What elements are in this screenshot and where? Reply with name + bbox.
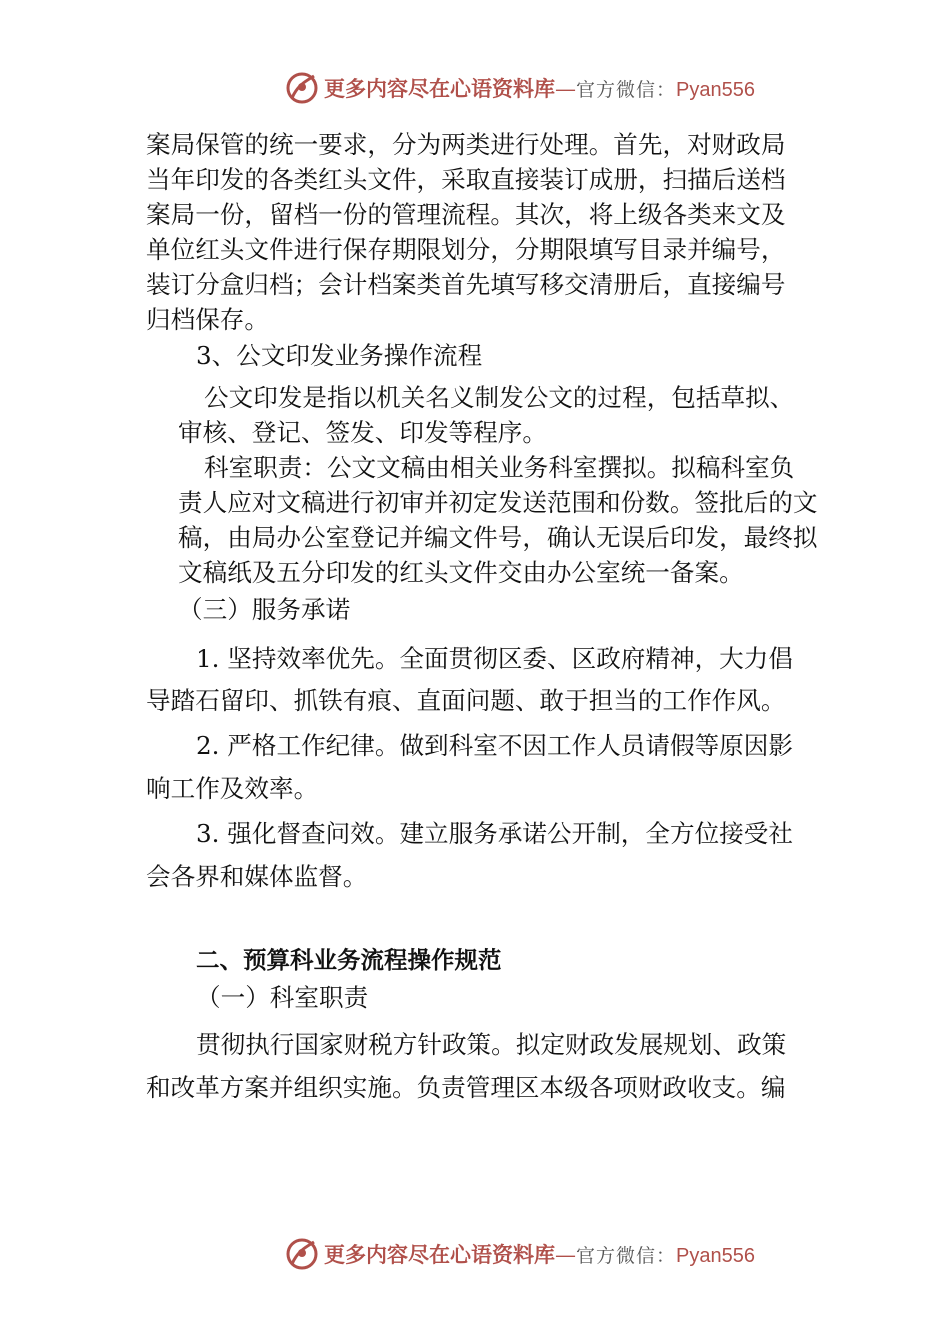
text-line: 案局一份，留档一份的管理流程。其次，将上级各类来文及 xyxy=(146,200,786,229)
text-line: 2. 严格工作纪律。做到科室不因工作人员请假等原因影 xyxy=(196,731,793,760)
brand-logo-icon xyxy=(284,1236,320,1272)
text-line: 会各界和媒体监督。 xyxy=(146,862,368,891)
text-line: 公文印发是指以机关名义制发公文的过程，包括草拟、 xyxy=(204,383,795,412)
text-line: 当年印发的各类红头文件，采取直接装订成册，扫描后送档 xyxy=(146,165,786,194)
watermark-text xyxy=(324,74,755,104)
text-line: 和改革方案并组织实施。负责管理区本级各项财政收支。编 xyxy=(146,1073,786,1102)
text-line: 响工作及效率。 xyxy=(146,774,319,803)
text-line: 贯彻执行国家财税方针政策。拟定财政发展规划、政策 xyxy=(196,1030,787,1059)
watermark-id: Pyan556 xyxy=(676,1245,755,1267)
text-line: 文稿纸及五分印发的红头文件交由办公室统一备案。 xyxy=(178,558,744,587)
text-line: 审核、登记、签发、印发等程序。 xyxy=(178,418,547,447)
text-line: 案局保管的统一要求，分为两类进行处理。首先，对财政局 xyxy=(146,130,786,159)
watermark-dash: — xyxy=(555,1243,576,1267)
watermark-sub: 官方微信： xyxy=(576,79,677,101)
section-heading: 3、公文印发业务操作流程 xyxy=(196,341,483,370)
text-line: 导踏石留印、抓铁有痕、直面问题、敢于担当的工作作风。 xyxy=(146,686,786,715)
text-line: 装订分盒归档；会计档案类首先填写移交清册后，直接编号 xyxy=(146,270,786,299)
text-line: 稿，由局办公室登记并编文件号，确认无误后印发，最终拟 xyxy=(178,523,818,552)
text-line: 归档保存。 xyxy=(146,305,269,334)
watermark-text xyxy=(324,1240,755,1270)
section-heading: （三）服务承诺 xyxy=(178,595,351,624)
header-watermark xyxy=(0,66,950,112)
text-line: 单位红头文件进行保存期限划分，分期限填写目录并编号， xyxy=(146,235,786,264)
section-heading: （一）科室职责 xyxy=(196,983,369,1012)
chapter-heading: 二、预算科业务流程操作规范 xyxy=(196,946,502,974)
text-line: 科室职责：公文文稿由相关业务科室撰拟。拟稿科室负 xyxy=(204,453,795,482)
text-line: 1. 坚持效率优先。全面贯彻区委、区政府精神，大力倡 xyxy=(196,644,793,673)
footer-watermark xyxy=(0,1232,950,1278)
text-line: 责人应对文稿进行初审并初定发送范围和份数。签批后的文 xyxy=(178,488,818,517)
brand-logo-icon xyxy=(284,70,320,106)
watermark-main: 更多内容尽在心语资料库 xyxy=(324,76,555,101)
watermark-id: Pyan556 xyxy=(676,79,755,101)
watermark-dash: — xyxy=(555,77,576,101)
watermark-main: 更多内容尽在心语资料库 xyxy=(324,1242,555,1267)
watermark-sub: 官方微信： xyxy=(576,1245,677,1267)
text-line: 3. 强化督查问效。建立服务承诺公开制，全方位接受社 xyxy=(196,819,793,848)
